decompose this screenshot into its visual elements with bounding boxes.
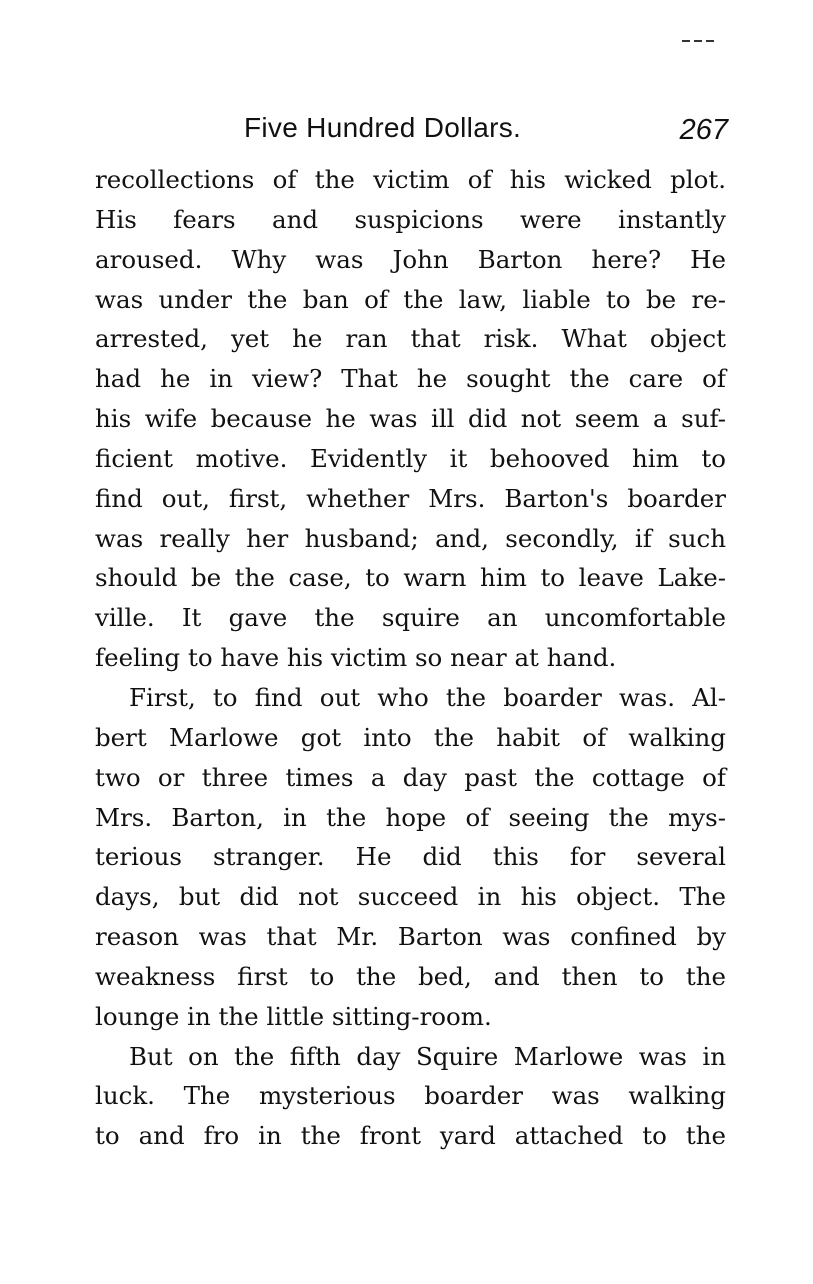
page-number: 267 xyxy=(679,114,728,146)
text-line: First, to find out who the boarder was. Al- xyxy=(129,682,726,712)
text-line: find out, first, whether Mrs. Barton's boarder xyxy=(95,483,726,513)
text-line: should be the case, to warn him to leave Lake- xyxy=(95,563,726,593)
text-line: to and fro in the front yard attached to the xyxy=(95,1121,726,1151)
text-line: was under the ban of the law, liable to be re- xyxy=(95,284,726,314)
text-line: lounge in the little sitting-room. xyxy=(95,1001,492,1031)
text-line: recollections of the victim of his wicked plot. xyxy=(95,165,726,194)
text-line: aroused. Why was John Barton here? He xyxy=(95,244,726,274)
text-line: Mrs. Barton, in the hope of seeing the mys- xyxy=(95,802,726,832)
text-line: had he in view? That he sought the care of xyxy=(95,364,726,394)
text-line: feeling to have his victim so near at hand. xyxy=(95,643,617,673)
running-head xyxy=(96,106,728,150)
paragraph-2 xyxy=(95,678,726,1037)
text-line: days, but did not succeed in his object. The xyxy=(95,882,726,912)
text-line: ficient motive. Evidently it behooved him to xyxy=(95,443,726,473)
text-line: weakness first to the bed, and then to the xyxy=(95,961,726,991)
text-line: two or three times a day past the cottage of xyxy=(95,762,726,792)
text-line: ville. It gave the squire an uncomfortable xyxy=(95,603,726,633)
text-line: But on the fifth day Squire Marlowe was in xyxy=(129,1041,726,1071)
text-line: reason was that Mr. Barton was confined by xyxy=(95,922,726,952)
chapter-title: Five Hundred Dollars. xyxy=(244,112,522,143)
text-line: His fears and suspicions were instantly xyxy=(95,204,726,234)
text-line: was really her husband; and, secondly, if such xyxy=(95,523,726,553)
text-line: bert Marlowe got into the habit of walking xyxy=(95,722,726,752)
text-line: arrested, yet he ran that risk. What object xyxy=(95,324,726,354)
paragraph-1 xyxy=(95,160,726,678)
print-mark xyxy=(682,40,720,42)
text-line: terious stranger. He did this for several xyxy=(95,842,726,872)
paragraph-3 xyxy=(95,1037,726,1157)
text-line: his wife because he was ill did not seem a suf- xyxy=(95,404,726,434)
text-line: luck. The mysterious boarder was walking xyxy=(95,1081,726,1111)
body-text xyxy=(95,160,726,1156)
